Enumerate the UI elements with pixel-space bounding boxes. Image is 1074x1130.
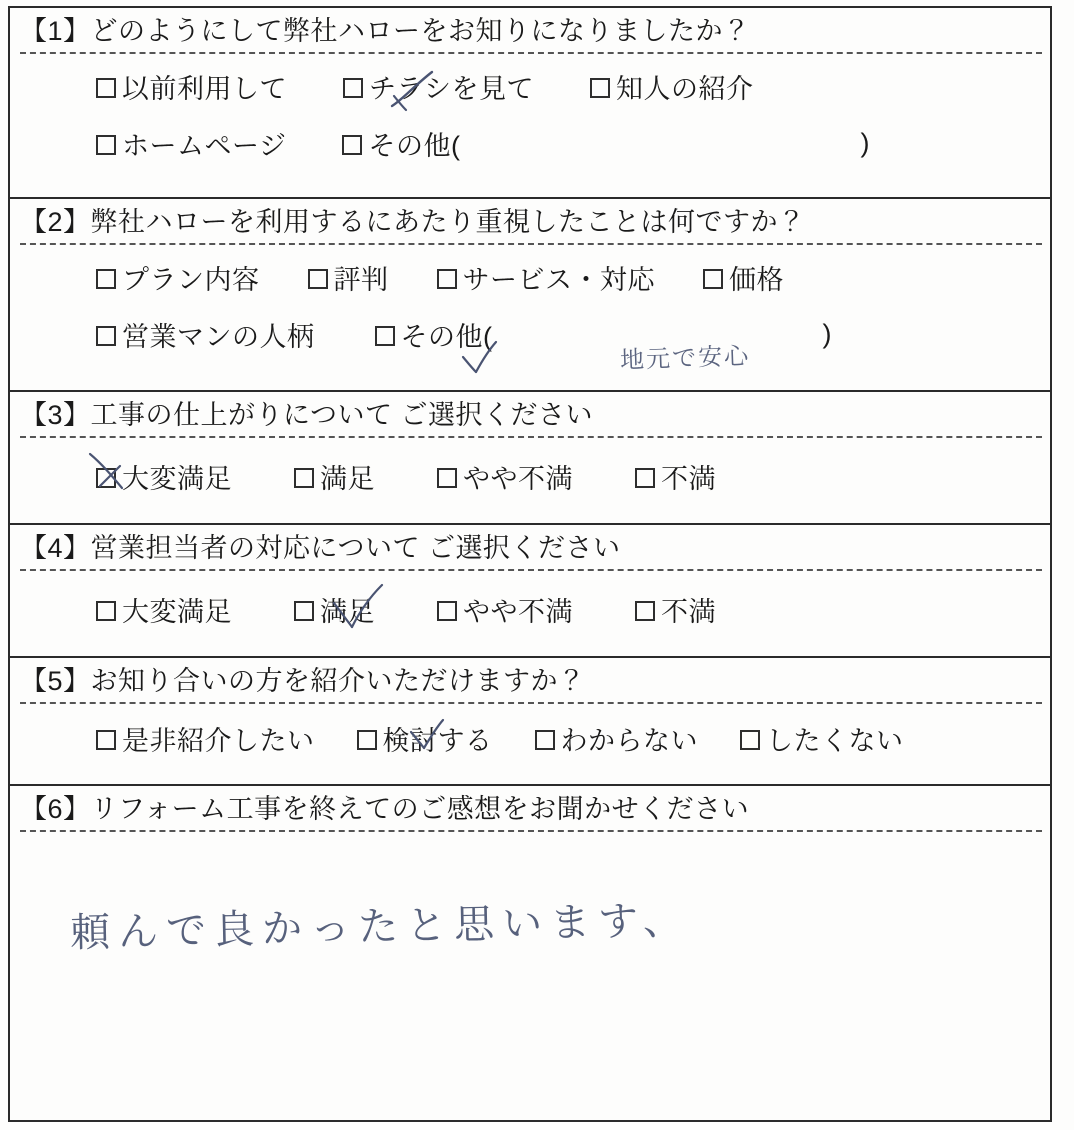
option-label: 以前利用して bbox=[122, 74, 287, 105]
checkbox-icon[interactable] bbox=[308, 269, 328, 289]
handwritten-comment-text: 頼んで良かったと思います、 bbox=[69, 897, 692, 957]
question-2-row-1 bbox=[10, 242, 1050, 297]
option-checkbox-q4-4[interactable] bbox=[635, 590, 716, 629]
question-1-row-1 bbox=[10, 51, 1050, 106]
question-1-row-2 bbox=[10, 106, 1050, 163]
option-label: 不満 bbox=[661, 464, 716, 495]
checkbox-icon[interactable] bbox=[703, 269, 723, 289]
option-checkbox-q4-1[interactable] bbox=[96, 590, 232, 629]
option-checkbox-q3-1[interactable] bbox=[96, 457, 232, 496]
question-6-title: 【6】リフォーム工事を終えてのご感想をお聞かせください bbox=[20, 794, 750, 824]
paren-close: ) bbox=[860, 128, 870, 159]
question-block-5 bbox=[10, 658, 1050, 786]
option-checkbox-q1-other[interactable] bbox=[342, 124, 870, 163]
checkbox-icon[interactable] bbox=[96, 135, 116, 155]
option-checkbox-q1-1[interactable] bbox=[96, 67, 287, 106]
divider-dashed bbox=[20, 436, 1042, 438]
free-comment-area[interactable] bbox=[10, 829, 1050, 1130]
question-block-4 bbox=[10, 525, 1050, 658]
checkbox-icon[interactable] bbox=[357, 730, 377, 750]
question-block-6 bbox=[10, 786, 1050, 1120]
option-checkbox-q4-3[interactable] bbox=[437, 590, 573, 629]
option-checkbox-q4-2[interactable] bbox=[294, 590, 375, 629]
option-label: ホームページ bbox=[122, 131, 287, 162]
option-label: 評判 bbox=[333, 265, 389, 296]
option-checkbox-q3-3[interactable] bbox=[437, 457, 573, 496]
option-checkbox-q5-2[interactable] bbox=[357, 719, 493, 758]
checkbox-icon[interactable] bbox=[375, 326, 395, 346]
option-label: その他( bbox=[400, 322, 493, 353]
option-label: 営業マンの人柄 bbox=[122, 322, 315, 353]
question-4-row-1 bbox=[10, 568, 1050, 629]
option-checkbox-q1-2[interactable] bbox=[343, 67, 534, 106]
checkbox-icon[interactable] bbox=[96, 601, 116, 621]
option-checkbox-q2-3[interactable] bbox=[437, 258, 656, 297]
option-checkbox-q3-2[interactable] bbox=[294, 457, 375, 496]
option-label: したくない bbox=[766, 726, 904, 757]
option-checkbox-q3-4[interactable] bbox=[635, 457, 716, 496]
checkbox-icon[interactable] bbox=[635, 601, 655, 621]
checkbox-icon[interactable] bbox=[96, 468, 116, 488]
option-checkbox-q5-1[interactable] bbox=[96, 719, 315, 758]
option-label: 検討する bbox=[382, 726, 493, 757]
option-label: 大変満足 bbox=[122, 597, 232, 628]
checkbox-icon[interactable] bbox=[96, 730, 116, 750]
option-label: サービス・対応 bbox=[462, 265, 655, 296]
question-block-3 bbox=[10, 392, 1050, 525]
checkbox-icon[interactable] bbox=[635, 468, 655, 488]
option-checkbox-q2-5[interactable] bbox=[96, 315, 315, 354]
question-block-1 bbox=[10, 8, 1050, 199]
question-block-2 bbox=[10, 199, 1050, 392]
option-label: プラン内容 bbox=[122, 265, 260, 296]
option-checkbox-q2-other[interactable] bbox=[375, 315, 833, 354]
checkbox-icon[interactable] bbox=[590, 78, 610, 98]
option-label: わからない bbox=[560, 726, 698, 757]
checkbox-icon[interactable] bbox=[437, 269, 457, 289]
checkbox-icon[interactable] bbox=[437, 601, 457, 621]
checkbox-icon[interactable] bbox=[437, 468, 457, 488]
checkbox-icon[interactable] bbox=[343, 78, 363, 98]
question-1-title: 【1】どのようにして弊社ハローをお知りになりましたか？ bbox=[20, 16, 751, 46]
question-3-row-1 bbox=[10, 435, 1050, 496]
handwritten-other-text-q2: 地元で安心 bbox=[619, 341, 751, 375]
option-label: その他( bbox=[368, 131, 461, 162]
option-checkbox-q5-3[interactable] bbox=[535, 719, 699, 758]
divider-dashed bbox=[20, 702, 1042, 704]
option-label: 満足 bbox=[320, 597, 375, 628]
option-checkbox-q2-2[interactable] bbox=[308, 258, 389, 297]
checkbox-icon[interactable] bbox=[96, 326, 116, 346]
option-label: チラシを見て bbox=[369, 74, 534, 105]
checkbox-icon[interactable] bbox=[96, 78, 116, 98]
question-2-title: 【2】弊社ハローを利用するにあたり重視したことは何ですか？ bbox=[20, 207, 806, 237]
paren-close: ) bbox=[822, 319, 832, 350]
option-checkbox-q1-3[interactable] bbox=[590, 67, 754, 106]
checkbox-icon[interactable] bbox=[740, 730, 760, 750]
option-label: 是非紹介したい bbox=[122, 726, 315, 757]
option-checkbox-q2-1[interactable] bbox=[96, 258, 260, 297]
question-5-row-1 bbox=[10, 701, 1050, 758]
option-checkbox-q2-4[interactable] bbox=[703, 258, 784, 297]
option-label: 大変満足 bbox=[122, 464, 232, 495]
question-5-title: 【5】お知り合いの方を紹介いただけますか？ bbox=[20, 666, 586, 696]
divider-dashed bbox=[20, 52, 1042, 54]
divider-dashed bbox=[20, 569, 1042, 571]
question-3-title: 【3】工事の仕上がりについて ご選択ください bbox=[20, 400, 593, 430]
form-frame bbox=[8, 6, 1052, 1122]
option-checkbox-q5-4[interactable] bbox=[740, 719, 904, 758]
checkbox-icon[interactable] bbox=[294, 601, 314, 621]
option-checkbox-q1-4[interactable] bbox=[96, 124, 286, 163]
option-label: 価格 bbox=[729, 265, 784, 296]
option-label: やや不満 bbox=[463, 597, 573, 628]
checkbox-icon[interactable] bbox=[535, 730, 555, 750]
question-2-row-2 bbox=[10, 297, 1050, 354]
checkbox-icon[interactable] bbox=[96, 269, 116, 289]
option-label: 満足 bbox=[320, 464, 375, 495]
option-label: 知人の紹介 bbox=[616, 74, 754, 105]
divider-dashed bbox=[20, 243, 1042, 245]
option-label: 不満 bbox=[661, 597, 716, 628]
checkbox-icon[interactable] bbox=[294, 468, 314, 488]
option-label: やや不満 bbox=[463, 464, 573, 495]
checkbox-icon[interactable] bbox=[342, 135, 362, 155]
question-4-title: 【4】営業担当者の対応について ご選択ください bbox=[20, 533, 621, 563]
